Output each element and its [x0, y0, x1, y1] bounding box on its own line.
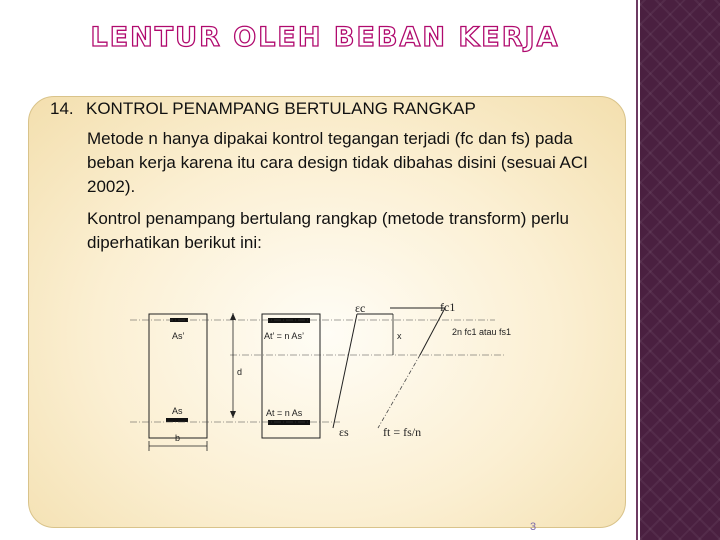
label-ft: ft = fs/n [383, 425, 422, 439]
label-as: As [172, 406, 183, 416]
stress-compression-line [420, 308, 445, 355]
label-d: d [237, 367, 243, 377]
strain-profile-line [333, 314, 357, 428]
section-number: 14. [50, 99, 74, 118]
label-eps-s: εs [339, 425, 349, 439]
bottom-bar-transformed [268, 420, 310, 425]
paragraph-kontrol-penampang: Kontrol penampang bertulang rangkap (metode transform) perlu diperhatikan berikut ini: [87, 209, 569, 252]
label-b: b [175, 433, 181, 443]
top-bar-transformed [268, 318, 310, 323]
stress-tension-line [378, 355, 420, 428]
label-eps-c: εc [355, 301, 366, 315]
dimension-d-arrow-top [230, 313, 236, 320]
label-at: At = n As [266, 408, 303, 418]
label-x: x [397, 331, 402, 341]
section-heading-text: KONTROL PENAMPANG BERTULANG RANGKAP [86, 99, 476, 118]
slide-title: LENTUR OLEH BEBAN KERJA [90, 22, 560, 53]
label-fc1: fc1 [440, 300, 456, 314]
bottom-bar-original [166, 418, 188, 422]
label-2n-fc1: 2n fc1 atau fs1 [452, 327, 512, 337]
label-as-prime: As’ [172, 331, 185, 341]
label-at-prime: At’ = n As’ [264, 331, 304, 341]
dimension-d-arrow-bottom [230, 411, 236, 418]
paragraph-metode-n: Metode n hanya dipakai kontrol tegangan terjadi (fc dan fs) pada beban kerja karena itu cara design tidak dibahas disini (sesuai ACI 2002). [87, 129, 588, 196]
decorative-sidebar [640, 0, 720, 540]
page-number: 3 [530, 521, 537, 533]
